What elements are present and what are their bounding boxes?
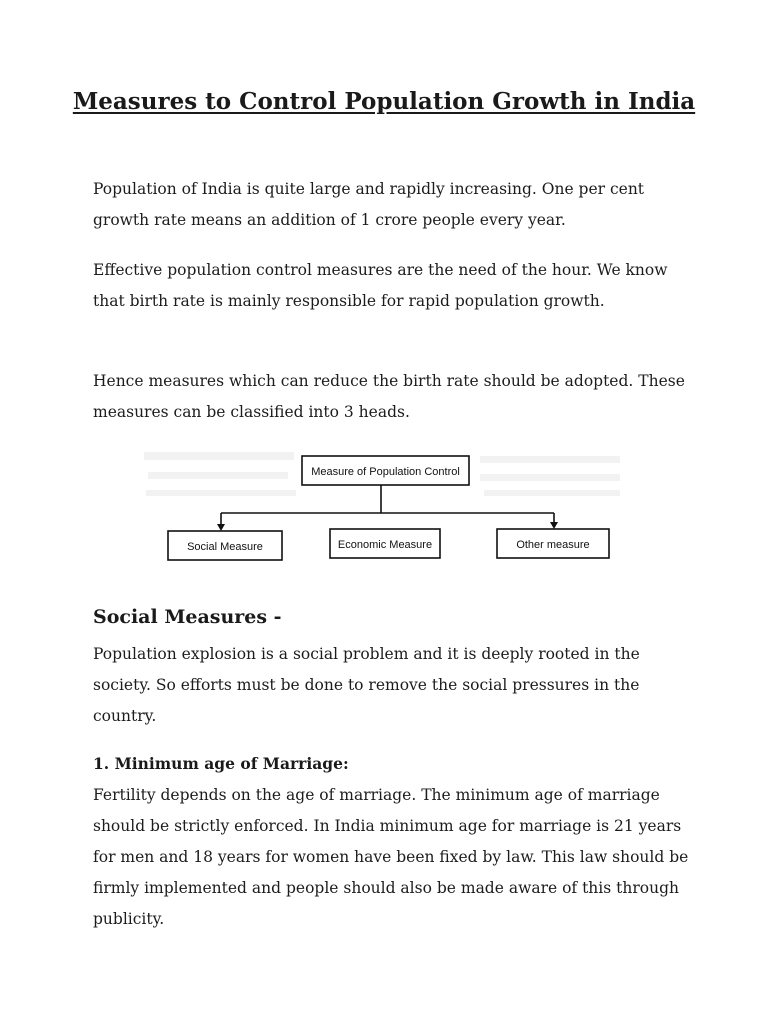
intro-paragraph-3: Hence measures which can reduce the birth rate should be adopted. These measures can be classified into 3 heads. — [93, 372, 685, 421]
arrow-down-icon — [217, 524, 225, 531]
social-paragraph: Population explosion is a social problem and it is deeply rooted in the society. So efforts must be done to remove the social pressures in the country. — [93, 645, 640, 725]
diagram-svg — [140, 446, 630, 570]
diagram-label-economic: Economic Measure — [337, 539, 433, 551]
subsection-heading-marriage-age: 1. Minimum age of Marriage: — [93, 754, 349, 773]
diagram-label-social: Social Measure — [187, 541, 263, 553]
marriage-age-paragraph: Fertility depends on the age of marriage. The minimum age of marriage should be strictly enforced. In India minimum age for marriage is 21 years for men and 18 years for women have been fixed by law. This law should be firmly implemented and people should also be made aware of this through publicity. — [93, 786, 689, 928]
section-heading-social: Social Measures - — [93, 606, 282, 628]
intro-paragraph-2: Effective population control measures are the need of the hour. We know that birth rate is mainly responsible for rapid population growth. — [93, 261, 668, 310]
classification-diagram — [140, 446, 630, 570]
arrow-down-icon — [550, 522, 558, 529]
diagram-label-other: Other measure — [516, 539, 590, 551]
diagram-root-label: Measure of Population Control — [311, 466, 460, 478]
intro-paragraph-1: Population of India is quite large and rapidly increasing. One per cent growth rate means an addition of 1 crore people every year. — [93, 180, 645, 229]
page-title: Measures to Control Population Growth in India — [72, 88, 696, 115]
